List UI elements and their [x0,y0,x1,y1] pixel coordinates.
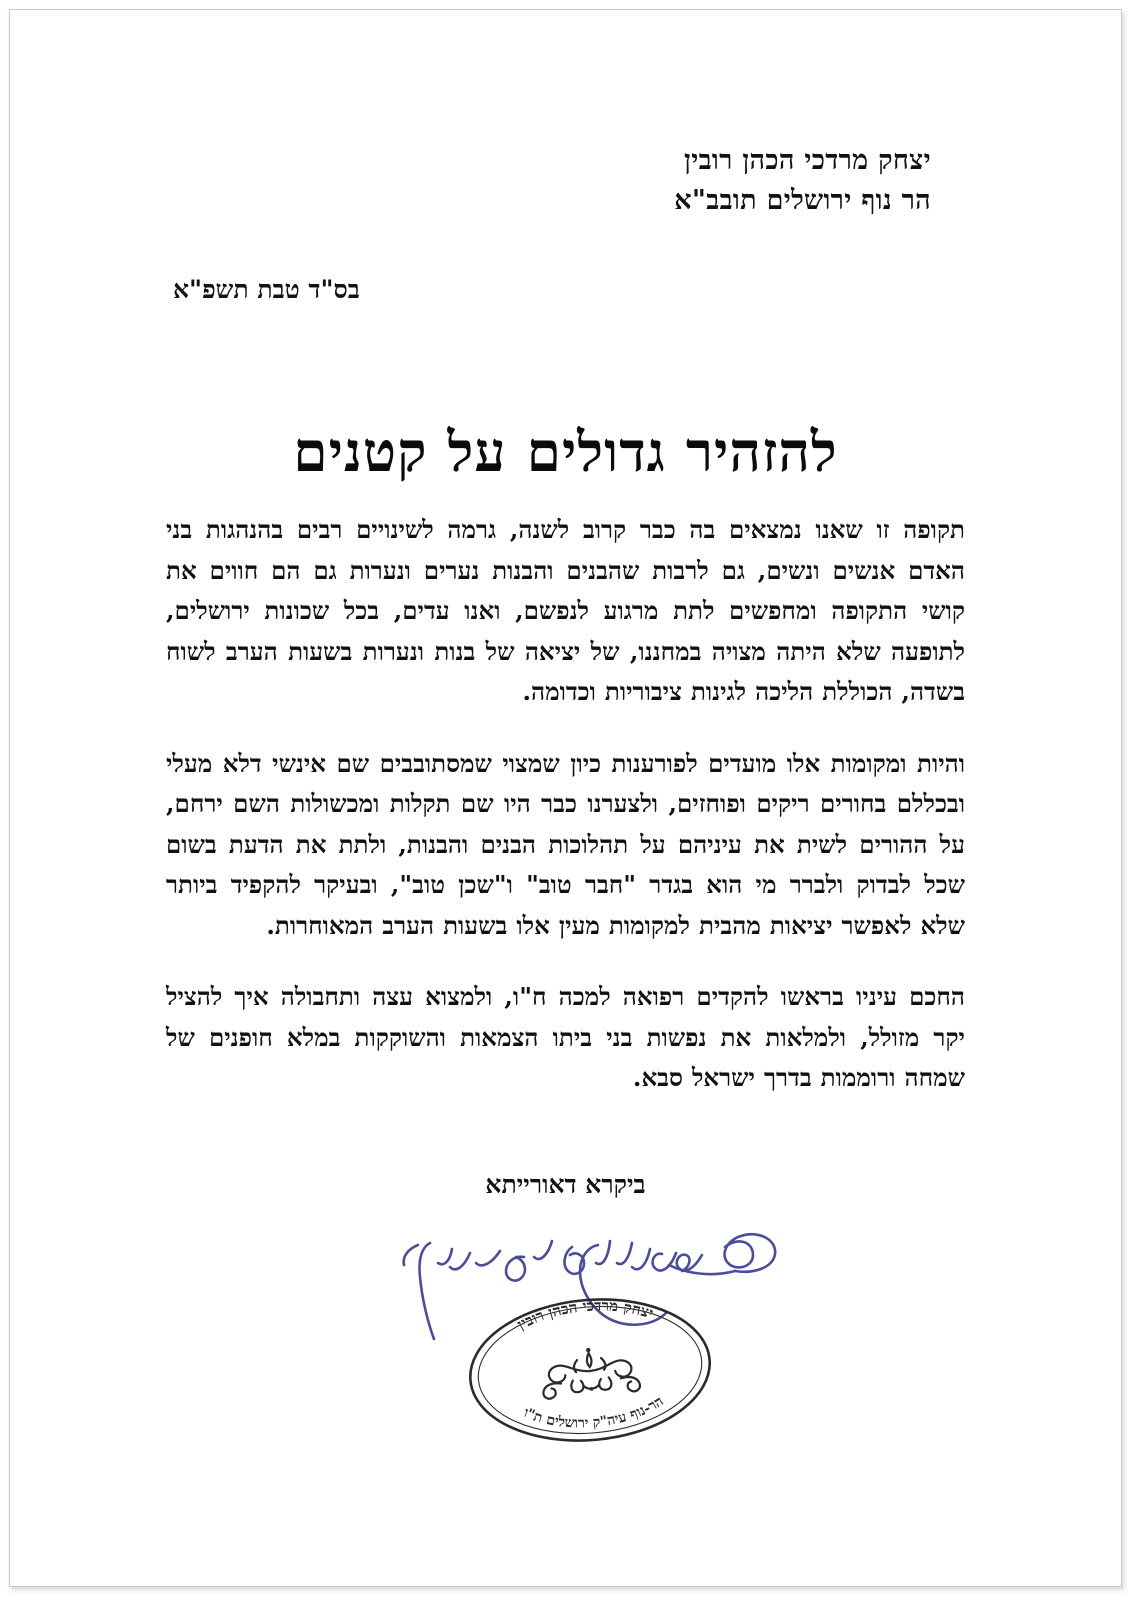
body-text [166,510,965,1099]
closing-salutation: ביקרא דאורייתא [485,1170,646,1199]
document-page [10,10,1121,1586]
signature-area [310,1195,790,1445]
date-line: בס"ד טבת תשפ"א [173,275,360,304]
page-frame [9,9,1122,1587]
letterhead-name: יצחק מרדכי הכהן רובין [684,145,931,176]
stamp-top-textpath: יצחק מרדכי הכהן רובין [514,1296,656,1334]
stamp-bottom-textpath: הר-נוף עיה"ק ירושלים ת"ו [520,1393,667,1432]
official-stamp [460,1295,720,1445]
paragraph-2: והיות ומקומות אלו מועדים לפורענות כיון שמצוי שמסתובבים שם אינשי דלא מעלי ובכללם בחורים ריקים ופוחזים, ולצערנו כבר היו שם תקלות ומכשולות השם ירחם, על ההורים לשית את עיניהם על תהלוכות הבנים והבנות, ולתת את הדעת בשום שכל לבדוק ולברר מי הוא בגדר "חבר טוב" ו"שכן טוב", ובעיקר להקפיד ביותר שלא לאפשר יציאות מהבית למקומות מעין אלו בשעות הערב המאוחרות. [166,748,965,940]
letterhead [674,141,931,221]
paragraph-3: החכם עיניו בראשו להקדים רפואה למכה ח"ו, ולמצוא עצה ותחבולה איך להציל יקר מזולל, ולמלאות את נפשות בני ביתו הצמאות והשוקקות במלא חופנים של שמחה ורוממות בדרך ישראל סבא. [166,982,965,1092]
stamp-top-text [513,1295,657,1334]
letterhead-address: הר נוף ירושלים תובב"א [674,185,931,216]
paragraph-1: תקופה זו שאנו נמצאים בה כבר קרוב לשנה, גרמה לשינויים רבים בהנהגות בני האדם אנשים ונשים, גם לרבות שהבנים והבנות נערים ונערות גם הם חווים את קושי התקופה ומחפשים לתת מרגוע לנפשם, ואנו עדים, בכל שכונות ירושלים, לתופעה שלא היתה מצויה במחננו, של יציאה של בנות ונערות בשעות הערב לשוח בשדה, הכוללת הליכה לגינות ציבוריות וכדומה. [166,515,965,706]
stamp-ornament-icon [540,1344,641,1399]
page-title: להזהיר גדולים על קטנים [293,418,838,484]
